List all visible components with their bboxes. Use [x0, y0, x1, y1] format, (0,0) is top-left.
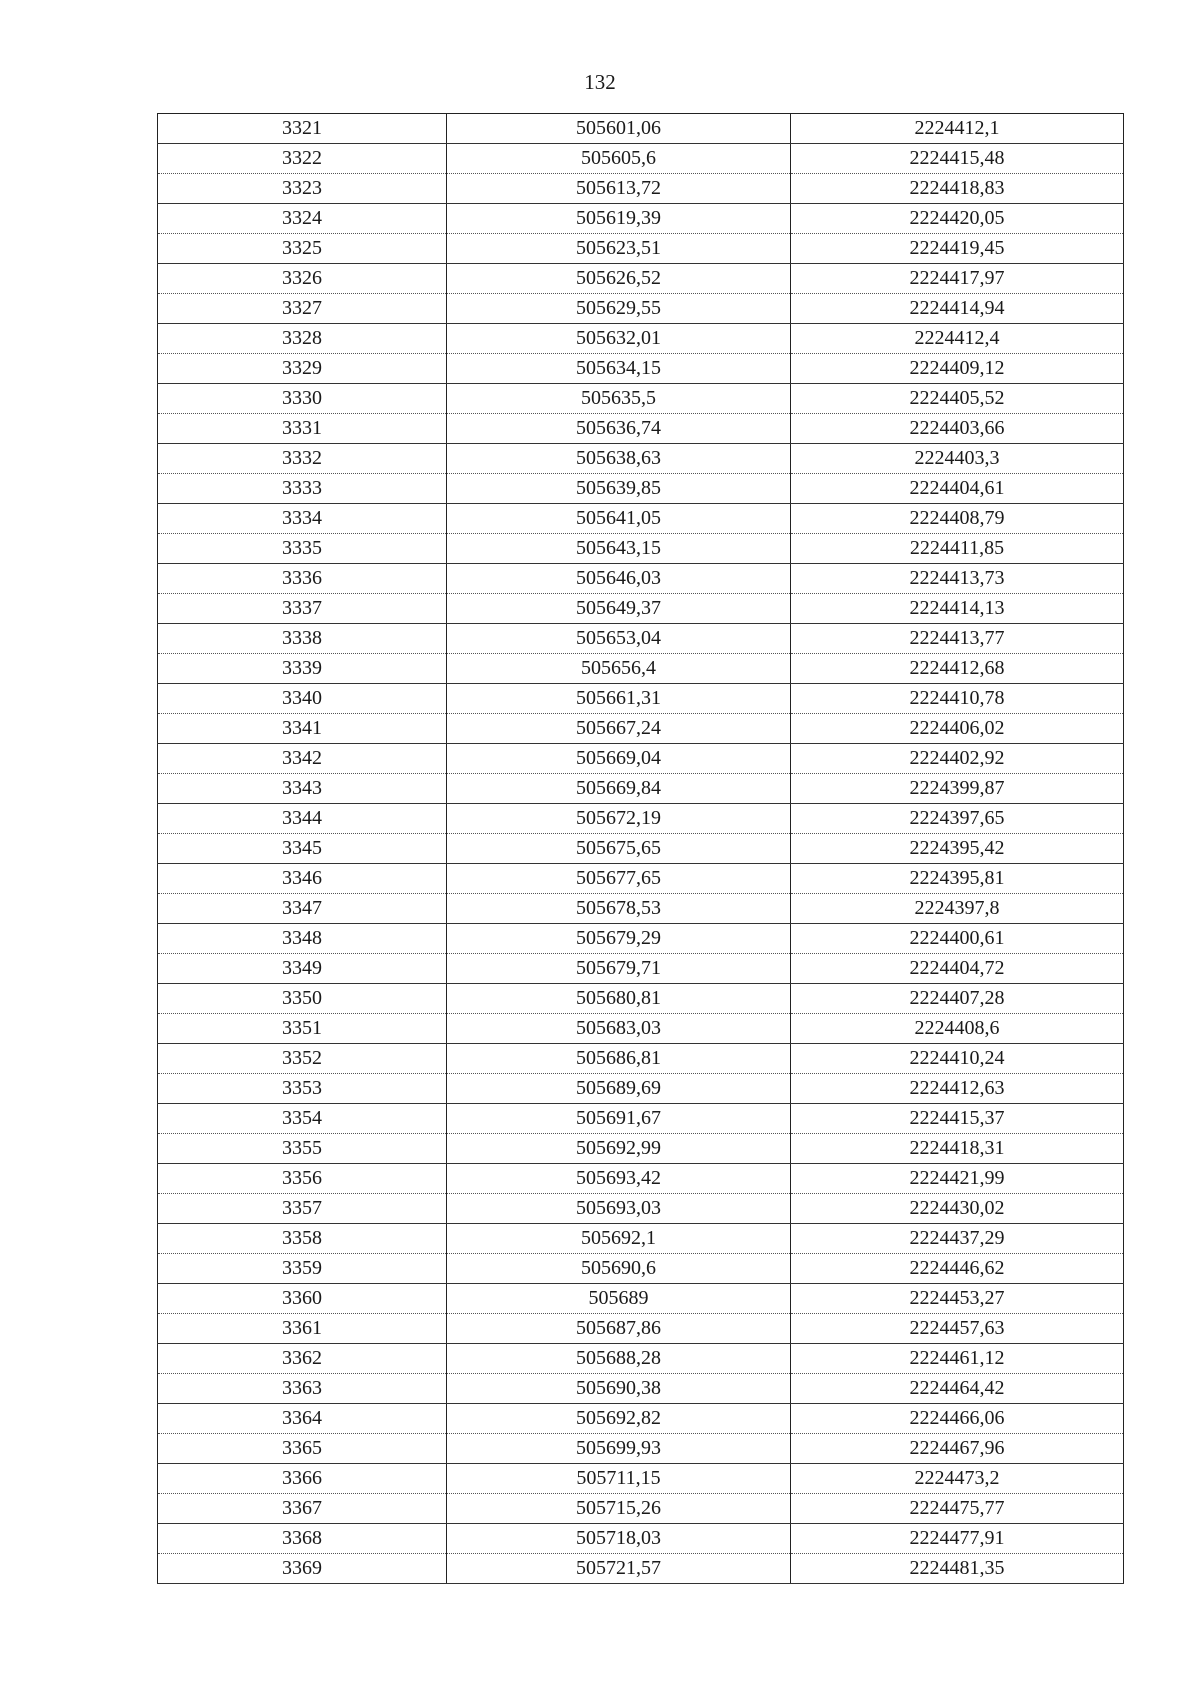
table-row [158, 564, 1124, 594]
point-number-cell: 3328 [158, 324, 447, 354]
y-coordinate-cell: 2224395,81 [791, 864, 1124, 894]
x-coordinate-cell: 505680,81 [447, 984, 791, 1014]
x-coordinate-cell: 505638,63 [447, 444, 791, 474]
point-number-cell: 3321 [158, 114, 447, 144]
table-row [158, 864, 1124, 894]
y-coordinate-cell: 2224412,63 [791, 1074, 1124, 1104]
x-coordinate-cell: 505687,86 [447, 1314, 791, 1344]
x-coordinate-cell: 505601,06 [447, 114, 791, 144]
point-number-cell: 3359 [158, 1254, 447, 1284]
table-row [158, 744, 1124, 774]
table-row [158, 1164, 1124, 1194]
table-row [158, 114, 1124, 144]
y-coordinate-cell: 2224415,48 [791, 144, 1124, 174]
y-coordinate-cell: 2224421,99 [791, 1164, 1124, 1194]
y-coordinate-cell: 2224413,73 [791, 564, 1124, 594]
y-coordinate-cell: 2224477,91 [791, 1524, 1124, 1554]
y-coordinate-cell: 2224406,02 [791, 714, 1124, 744]
x-coordinate-cell: 505669,04 [447, 744, 791, 774]
table-row [158, 294, 1124, 324]
x-coordinate-cell: 505677,65 [447, 864, 791, 894]
point-number-cell: 3351 [158, 1014, 447, 1044]
x-coordinate-cell: 505629,55 [447, 294, 791, 324]
point-number-cell: 3336 [158, 564, 447, 594]
x-coordinate-cell: 505669,84 [447, 774, 791, 804]
x-coordinate-cell: 505667,24 [447, 714, 791, 744]
point-number-cell: 3330 [158, 384, 447, 414]
x-coordinate-cell: 505686,81 [447, 1044, 791, 1074]
point-number-cell: 3347 [158, 894, 447, 924]
table-row [158, 1464, 1124, 1494]
table-row [158, 264, 1124, 294]
y-coordinate-cell: 2224404,61 [791, 474, 1124, 504]
table-row [158, 1314, 1124, 1344]
point-number-cell: 3334 [158, 504, 447, 534]
y-coordinate-cell: 2224408,79 [791, 504, 1124, 534]
y-coordinate-cell: 2224409,12 [791, 354, 1124, 384]
x-coordinate-cell: 505692,82 [447, 1404, 791, 1434]
table-row [158, 1554, 1124, 1584]
table-row [158, 1104, 1124, 1134]
table-row [158, 984, 1124, 1014]
point-number-cell: 3349 [158, 954, 447, 984]
table-row [158, 144, 1124, 174]
x-coordinate-cell: 505690,6 [447, 1254, 791, 1284]
y-coordinate-cell: 2224405,52 [791, 384, 1124, 414]
x-coordinate-cell: 505632,01 [447, 324, 791, 354]
point-number-cell: 3353 [158, 1074, 447, 1104]
table-row [158, 234, 1124, 264]
x-coordinate-cell: 505653,04 [447, 624, 791, 654]
point-number-cell: 3340 [158, 684, 447, 714]
point-number-cell: 3337 [158, 594, 447, 624]
table-row [158, 1494, 1124, 1524]
y-coordinate-cell: 2224410,78 [791, 684, 1124, 714]
y-coordinate-cell: 2224403,66 [791, 414, 1124, 444]
table-row [158, 1344, 1124, 1374]
table-body [158, 114, 1124, 1584]
point-number-cell: 3350 [158, 984, 447, 1014]
x-coordinate-cell: 505691,67 [447, 1104, 791, 1134]
table-row [158, 534, 1124, 564]
x-coordinate-cell: 505721,57 [447, 1554, 791, 1584]
table-row [158, 954, 1124, 984]
y-coordinate-cell: 2224404,72 [791, 954, 1124, 984]
table-row [158, 714, 1124, 744]
y-coordinate-cell: 2224411,85 [791, 534, 1124, 564]
point-number-cell: 3344 [158, 804, 447, 834]
x-coordinate-cell: 505692,1 [447, 1224, 791, 1254]
table-row [158, 1224, 1124, 1254]
x-coordinate-cell: 505699,93 [447, 1434, 791, 1464]
x-coordinate-cell: 505619,39 [447, 204, 791, 234]
y-coordinate-cell: 2224461,12 [791, 1344, 1124, 1374]
x-coordinate-cell: 505661,31 [447, 684, 791, 714]
point-number-cell: 3342 [158, 744, 447, 774]
x-coordinate-cell: 505613,72 [447, 174, 791, 204]
table-row [158, 804, 1124, 834]
x-coordinate-cell: 505689 [447, 1284, 791, 1314]
x-coordinate-cell: 505656,4 [447, 654, 791, 684]
x-coordinate-cell: 505711,15 [447, 1464, 791, 1494]
point-number-cell: 3356 [158, 1164, 447, 1194]
x-coordinate-cell: 505635,5 [447, 384, 791, 414]
y-coordinate-cell: 2224408,6 [791, 1014, 1124, 1044]
y-coordinate-cell: 2224464,42 [791, 1374, 1124, 1404]
point-number-cell: 3364 [158, 1404, 447, 1434]
y-coordinate-cell: 2224467,96 [791, 1434, 1124, 1464]
point-number-cell: 3365 [158, 1434, 447, 1464]
table-row [158, 924, 1124, 954]
point-number-cell: 3345 [158, 834, 447, 864]
table-row [158, 1254, 1124, 1284]
point-number-cell: 3331 [158, 414, 447, 444]
table-row [158, 174, 1124, 204]
table-row [158, 1404, 1124, 1434]
x-coordinate-cell: 505693,03 [447, 1194, 791, 1224]
x-coordinate-cell: 505692,99 [447, 1134, 791, 1164]
table-row [158, 474, 1124, 504]
x-coordinate-cell: 505646,03 [447, 564, 791, 594]
table-row [158, 1434, 1124, 1464]
y-coordinate-cell: 2224402,92 [791, 744, 1124, 774]
point-number-cell: 3329 [158, 354, 447, 384]
point-number-cell: 3363 [158, 1374, 447, 1404]
y-coordinate-cell: 2224414,94 [791, 294, 1124, 324]
point-number-cell: 3355 [158, 1134, 447, 1164]
x-coordinate-cell: 505636,74 [447, 414, 791, 444]
y-coordinate-cell: 2224453,27 [791, 1284, 1124, 1314]
y-coordinate-cell: 2224457,63 [791, 1314, 1124, 1344]
point-number-cell: 3322 [158, 144, 447, 174]
y-coordinate-cell: 2224466,06 [791, 1404, 1124, 1434]
table-row [158, 414, 1124, 444]
y-coordinate-cell: 2224413,77 [791, 624, 1124, 654]
point-number-cell: 3325 [158, 234, 447, 264]
y-coordinate-cell: 2224399,87 [791, 774, 1124, 804]
x-coordinate-cell: 505688,28 [447, 1344, 791, 1374]
point-number-cell: 3368 [158, 1524, 447, 1554]
table-row [158, 594, 1124, 624]
point-number-cell: 3343 [158, 774, 447, 804]
x-coordinate-cell: 505690,38 [447, 1374, 791, 1404]
y-coordinate-cell: 2224473,2 [791, 1464, 1124, 1494]
y-coordinate-cell: 2224446,62 [791, 1254, 1124, 1284]
y-coordinate-cell: 2224410,24 [791, 1044, 1124, 1074]
point-number-cell: 3354 [158, 1104, 447, 1134]
table-row [158, 1194, 1124, 1224]
page-number: 132 [584, 70, 616, 94]
table-row [158, 654, 1124, 684]
y-coordinate-cell: 2224407,28 [791, 984, 1124, 1014]
point-number-cell: 3341 [158, 714, 447, 744]
x-coordinate-cell: 505623,51 [447, 234, 791, 264]
point-number-cell: 3361 [158, 1314, 447, 1344]
point-number-cell: 3332 [158, 444, 447, 474]
coordinates-table [157, 113, 1124, 1584]
x-coordinate-cell: 505626,52 [447, 264, 791, 294]
table-row [158, 1074, 1124, 1104]
point-number-cell: 3352 [158, 1044, 447, 1074]
point-number-cell: 3346 [158, 864, 447, 894]
y-coordinate-cell: 2224418,83 [791, 174, 1124, 204]
x-coordinate-cell: 505672,19 [447, 804, 791, 834]
point-number-cell: 3339 [158, 654, 447, 684]
table-row [158, 354, 1124, 384]
table-row [158, 1014, 1124, 1044]
x-coordinate-cell: 505715,26 [447, 1494, 791, 1524]
table-row [158, 834, 1124, 864]
table-row [158, 894, 1124, 924]
y-coordinate-cell: 2224418,31 [791, 1134, 1124, 1164]
y-coordinate-cell: 2224412,4 [791, 324, 1124, 354]
x-coordinate-cell: 505639,85 [447, 474, 791, 504]
point-number-cell: 3348 [158, 924, 447, 954]
x-coordinate-cell: 505693,42 [447, 1164, 791, 1194]
table-row [158, 1044, 1124, 1074]
table-row [158, 204, 1124, 234]
y-coordinate-cell: 2224412,1 [791, 114, 1124, 144]
x-coordinate-cell: 505641,05 [447, 504, 791, 534]
table-row [158, 444, 1124, 474]
y-coordinate-cell: 2224417,97 [791, 264, 1124, 294]
x-coordinate-cell: 505675,65 [447, 834, 791, 864]
y-coordinate-cell: 2224430,02 [791, 1194, 1124, 1224]
x-coordinate-cell: 505718,03 [447, 1524, 791, 1554]
point-number-cell: 3366 [158, 1464, 447, 1494]
y-coordinate-cell: 2224395,42 [791, 834, 1124, 864]
y-coordinate-cell: 2224475,77 [791, 1494, 1124, 1524]
y-coordinate-cell: 2224420,05 [791, 204, 1124, 234]
table-row [158, 504, 1124, 534]
y-coordinate-cell: 2224400,61 [791, 924, 1124, 954]
point-number-cell: 3338 [158, 624, 447, 654]
table-row [158, 1134, 1124, 1164]
table-row [158, 324, 1124, 354]
point-number-cell: 3335 [158, 534, 447, 564]
point-number-cell: 3326 [158, 264, 447, 294]
y-coordinate-cell: 2224415,37 [791, 1104, 1124, 1134]
x-coordinate-cell: 505605,6 [447, 144, 791, 174]
x-coordinate-cell: 505679,71 [447, 954, 791, 984]
y-coordinate-cell: 2224419,45 [791, 234, 1124, 264]
y-coordinate-cell: 2224414,13 [791, 594, 1124, 624]
point-number-cell: 3323 [158, 174, 447, 204]
table-row [158, 1284, 1124, 1314]
x-coordinate-cell: 505678,53 [447, 894, 791, 924]
point-number-cell: 3360 [158, 1284, 447, 1314]
table-row [158, 774, 1124, 804]
y-coordinate-cell: 2224397,65 [791, 804, 1124, 834]
table-row [158, 624, 1124, 654]
y-coordinate-cell: 2224481,35 [791, 1554, 1124, 1584]
x-coordinate-cell: 505679,29 [447, 924, 791, 954]
point-number-cell: 3324 [158, 204, 447, 234]
x-coordinate-cell: 505634,15 [447, 354, 791, 384]
y-coordinate-cell: 2224403,3 [791, 444, 1124, 474]
x-coordinate-cell: 505649,37 [447, 594, 791, 624]
point-number-cell: 3327 [158, 294, 447, 324]
y-coordinate-cell: 2224412,68 [791, 654, 1124, 684]
table-row [158, 384, 1124, 414]
x-coordinate-cell: 505683,03 [447, 1014, 791, 1044]
table-row [158, 1374, 1124, 1404]
y-coordinate-cell: 2224437,29 [791, 1224, 1124, 1254]
point-number-cell: 3357 [158, 1194, 447, 1224]
point-number-cell: 3333 [158, 474, 447, 504]
point-number-cell: 3358 [158, 1224, 447, 1254]
table-row [158, 1524, 1124, 1554]
y-coordinate-cell: 2224397,8 [791, 894, 1124, 924]
x-coordinate-cell: 505689,69 [447, 1074, 791, 1104]
point-number-cell: 3362 [158, 1344, 447, 1374]
point-number-cell: 3367 [158, 1494, 447, 1524]
point-number-cell: 3369 [158, 1554, 447, 1584]
x-coordinate-cell: 505643,15 [447, 534, 791, 564]
table-row [158, 684, 1124, 714]
